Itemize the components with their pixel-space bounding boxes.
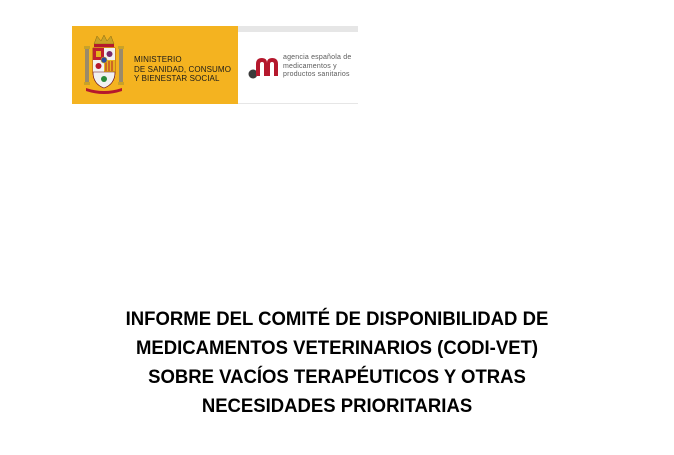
agency-bottom-divider — [238, 103, 358, 104]
ministry-line-3: Y BIENESTAR SOCIAL — [134, 74, 220, 83]
report-title — [17, 305, 657, 421]
agency-line-2: medicamentos y — [283, 62, 337, 70]
agency-top-divider — [238, 26, 358, 32]
agency-logo-panel — [238, 26, 358, 104]
title-line-4: NECESIDADES PRIORITARIAS — [201, 395, 473, 417]
ministry-line-1: MINISTERIO — [134, 55, 182, 64]
agency-line-1: agencia española de — [283, 54, 352, 61]
header-logos — [72, 26, 358, 104]
ministry-logo-panel — [72, 26, 238, 104]
agency-name — [283, 54, 351, 80]
title-line-3: SOBRE VACÍOS TERAPÉUTICOS Y OTRAS — [148, 366, 526, 388]
ministry-name — [134, 55, 231, 84]
aemps-logo-icon — [246, 54, 280, 80]
title-line-2: MEDICAMENTOS VETERINARIOS (CODI-VET) — [135, 337, 539, 359]
spain-coat-of-arms-icon — [84, 34, 124, 96]
title-line-1: INFORME DEL COMITÉ DE DISPONIBILIDAD DE — [125, 308, 549, 330]
agency-line-3: productos sanitarios — [283, 71, 350, 79]
ministry-line-2: DE SANIDAD, CONSUMO — [134, 64, 232, 74]
